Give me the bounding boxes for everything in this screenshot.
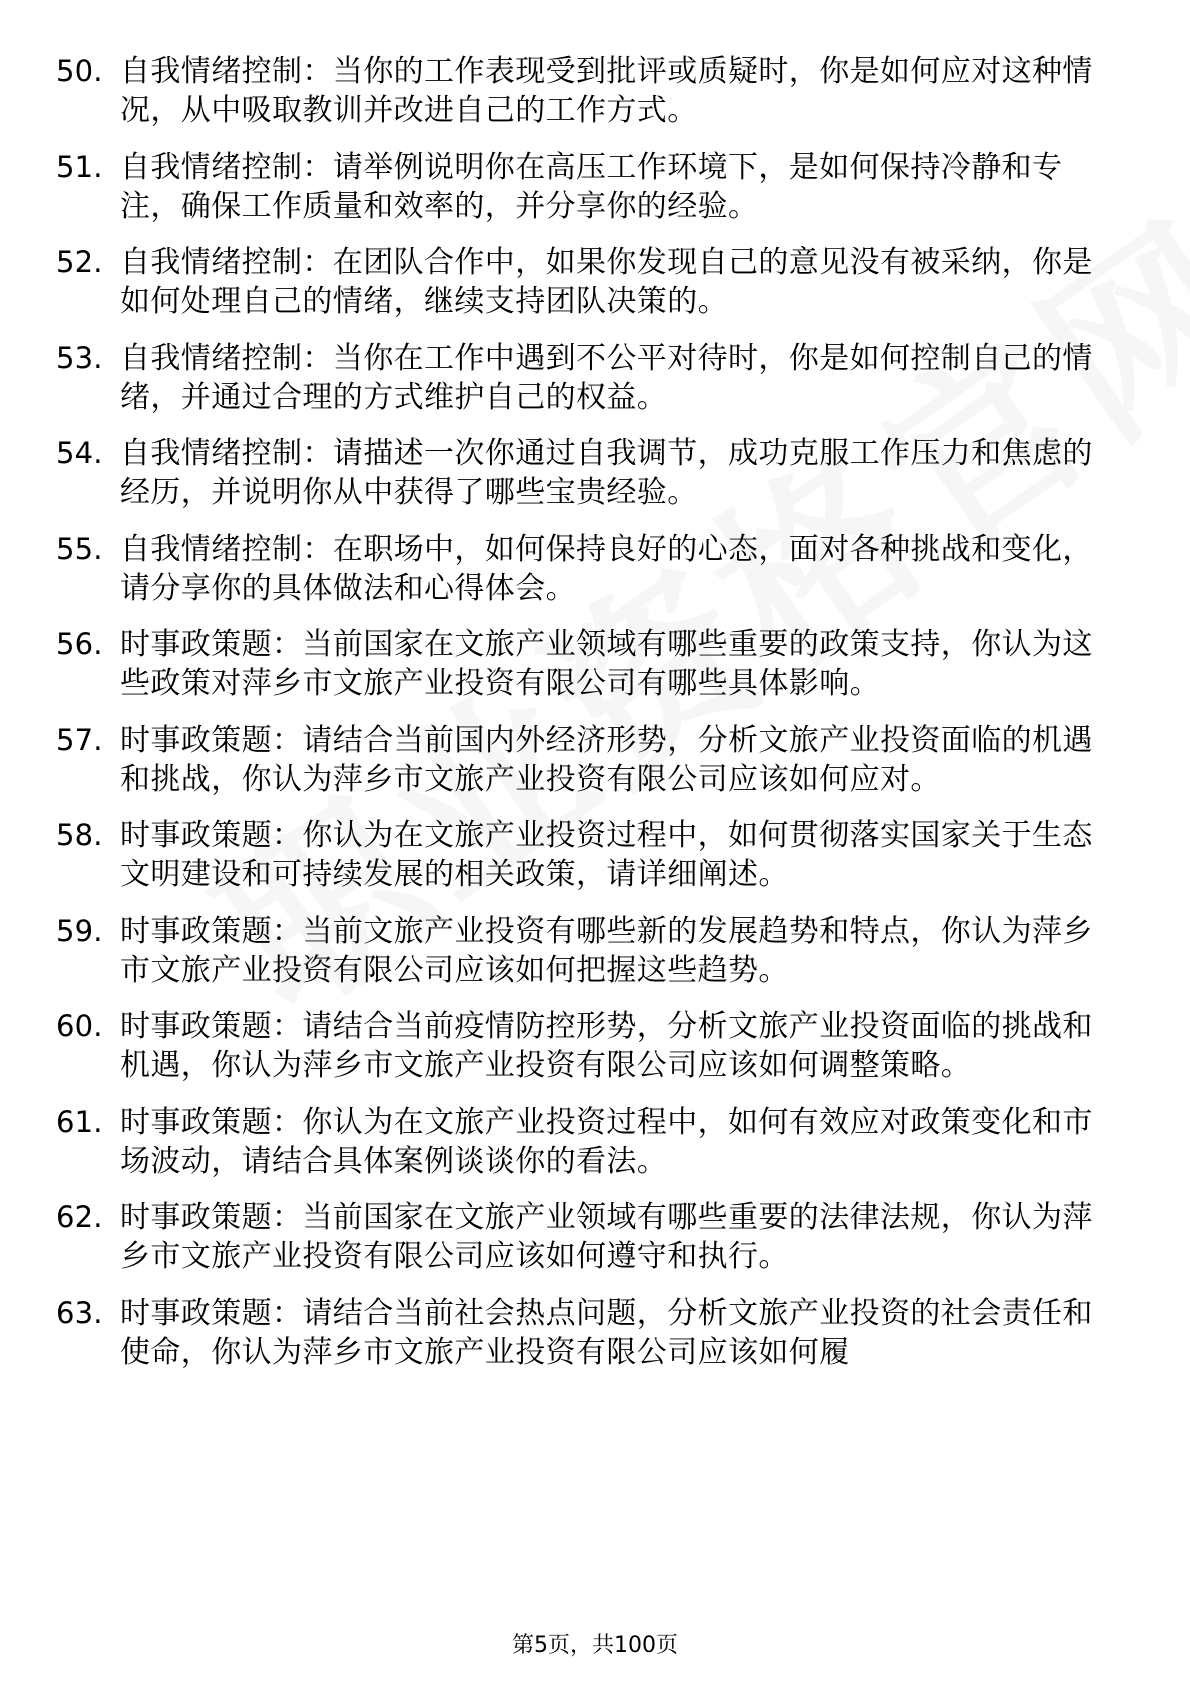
question-text: 自我情绪控制：在团队合作中，如果你发现自己的意见没有被采纳，你是如何处理自己的情绪，继续支持团队决策的。 bbox=[120, 245, 1093, 319]
question-text: 时事政策题：当前国家在文旅产业领域有哪些重要的法律法规，你认为萍乡市文旅产业投资有限公司应该如何遵守和执行。 bbox=[120, 1200, 1093, 1274]
question-item bbox=[56, 816, 1136, 894]
question-number: 61. bbox=[56, 1104, 103, 1139]
question-number: 59. bbox=[56, 913, 103, 948]
question-item bbox=[56, 625, 1136, 703]
page-footer: 第5页，共100页 bbox=[512, 1633, 678, 1658]
question-item bbox=[56, 148, 1136, 226]
question-number: 56. bbox=[56, 627, 103, 661]
question-text: 时事政策题：请结合当前国内外经济形势，分析文旅产业投资面临的机遇和挑战，你认为萍乡市文旅产业投资有限公司应该如何应对。 bbox=[120, 722, 1093, 797]
question-number: 62. bbox=[56, 1200, 103, 1234]
question-list bbox=[56, 52, 1136, 1389]
question-item bbox=[56, 243, 1136, 321]
question-text: 自我情绪控制：在职场中，如何保持良好的心态，面对各种挑战和变化，请分享你的具体做法和心得体会。 bbox=[120, 531, 1093, 606]
question-number: 50. bbox=[56, 54, 103, 88]
question-item bbox=[56, 912, 1136, 990]
question-item bbox=[56, 52, 1136, 130]
question-item bbox=[56, 1294, 1136, 1372]
question-number: 54. bbox=[56, 436, 103, 470]
question-number: 55. bbox=[56, 531, 103, 566]
question-item bbox=[56, 1198, 1136, 1276]
question-text: 时事政策题：请结合当前社会热点问题，分析文旅产业投资的社会责任和使命，你认为萍乡市文旅产业投资有限公司应该如何履 bbox=[120, 1295, 1093, 1370]
question-number: 53. bbox=[56, 340, 103, 375]
question-item bbox=[56, 530, 1136, 608]
question-item bbox=[56, 721, 1136, 799]
question-number: 51. bbox=[56, 149, 103, 184]
question-text: 自我情绪控制：当你在工作中遇到不公平对待时，你是如何控制自己的情绪，并通过合理的方式维护自己的权益。 bbox=[120, 340, 1093, 415]
question-text: 时事政策题：当前文旅产业投资有哪些新的发展趋势和特点，你认为萍乡市文旅产业投资有限公司应该如何把握这些趋势。 bbox=[120, 913, 1093, 988]
question-item bbox=[56, 1007, 1136, 1085]
question-text: 自我情绪控制：请举例说明你在高压工作环境下，是如何保持冷静和专注，确保工作质量和效率的，并分享你的经验。 bbox=[120, 149, 1063, 224]
question-text: 时事政策题：请结合当前疫情防控形势，分析文旅产业投资面临的挑战和机遇，你认为萍乡市文旅产业投资有限公司应该如何调整策略。 bbox=[120, 1009, 1093, 1083]
question-item bbox=[56, 1103, 1136, 1181]
question-number: 58. bbox=[56, 818, 103, 852]
question-text: 自我情绪控制：当你的工作表现受到批评或质疑时，你是如何应对这种情况，从中吸取教训并改进自己的工作方式。 bbox=[120, 54, 1093, 128]
question-number: 52. bbox=[56, 245, 103, 279]
question-number: 57. bbox=[56, 722, 103, 757]
question-text: 时事政策题：当前国家在文旅产业领域有哪些重要的政策支持，你认为这些政策对萍乡市文旅产业投资有限公司有哪些具体影响。 bbox=[120, 627, 1093, 701]
question-number: 63. bbox=[56, 1295, 103, 1330]
question-item bbox=[56, 339, 1136, 417]
question-text: 时事政策题：你认为在文旅产业投资过程中，如何贯彻落实国家关于生态文明建设和可持续发展的相关政策，请详细阐述。 bbox=[120, 818, 1093, 892]
question-number: 60. bbox=[56, 1009, 103, 1043]
question-text: 时事政策题：你认为在文旅产业投资过程中，如何有效应对政策变化和市场波动，请结合具体案例谈谈你的看法。 bbox=[120, 1104, 1093, 1179]
question-text: 自我情绪控制：请描述一次你通过自我调节，成功克服工作压力和焦虑的经历，并说明你从中获得了哪些宝贵经验。 bbox=[120, 436, 1093, 510]
question-item bbox=[56, 434, 1136, 512]
